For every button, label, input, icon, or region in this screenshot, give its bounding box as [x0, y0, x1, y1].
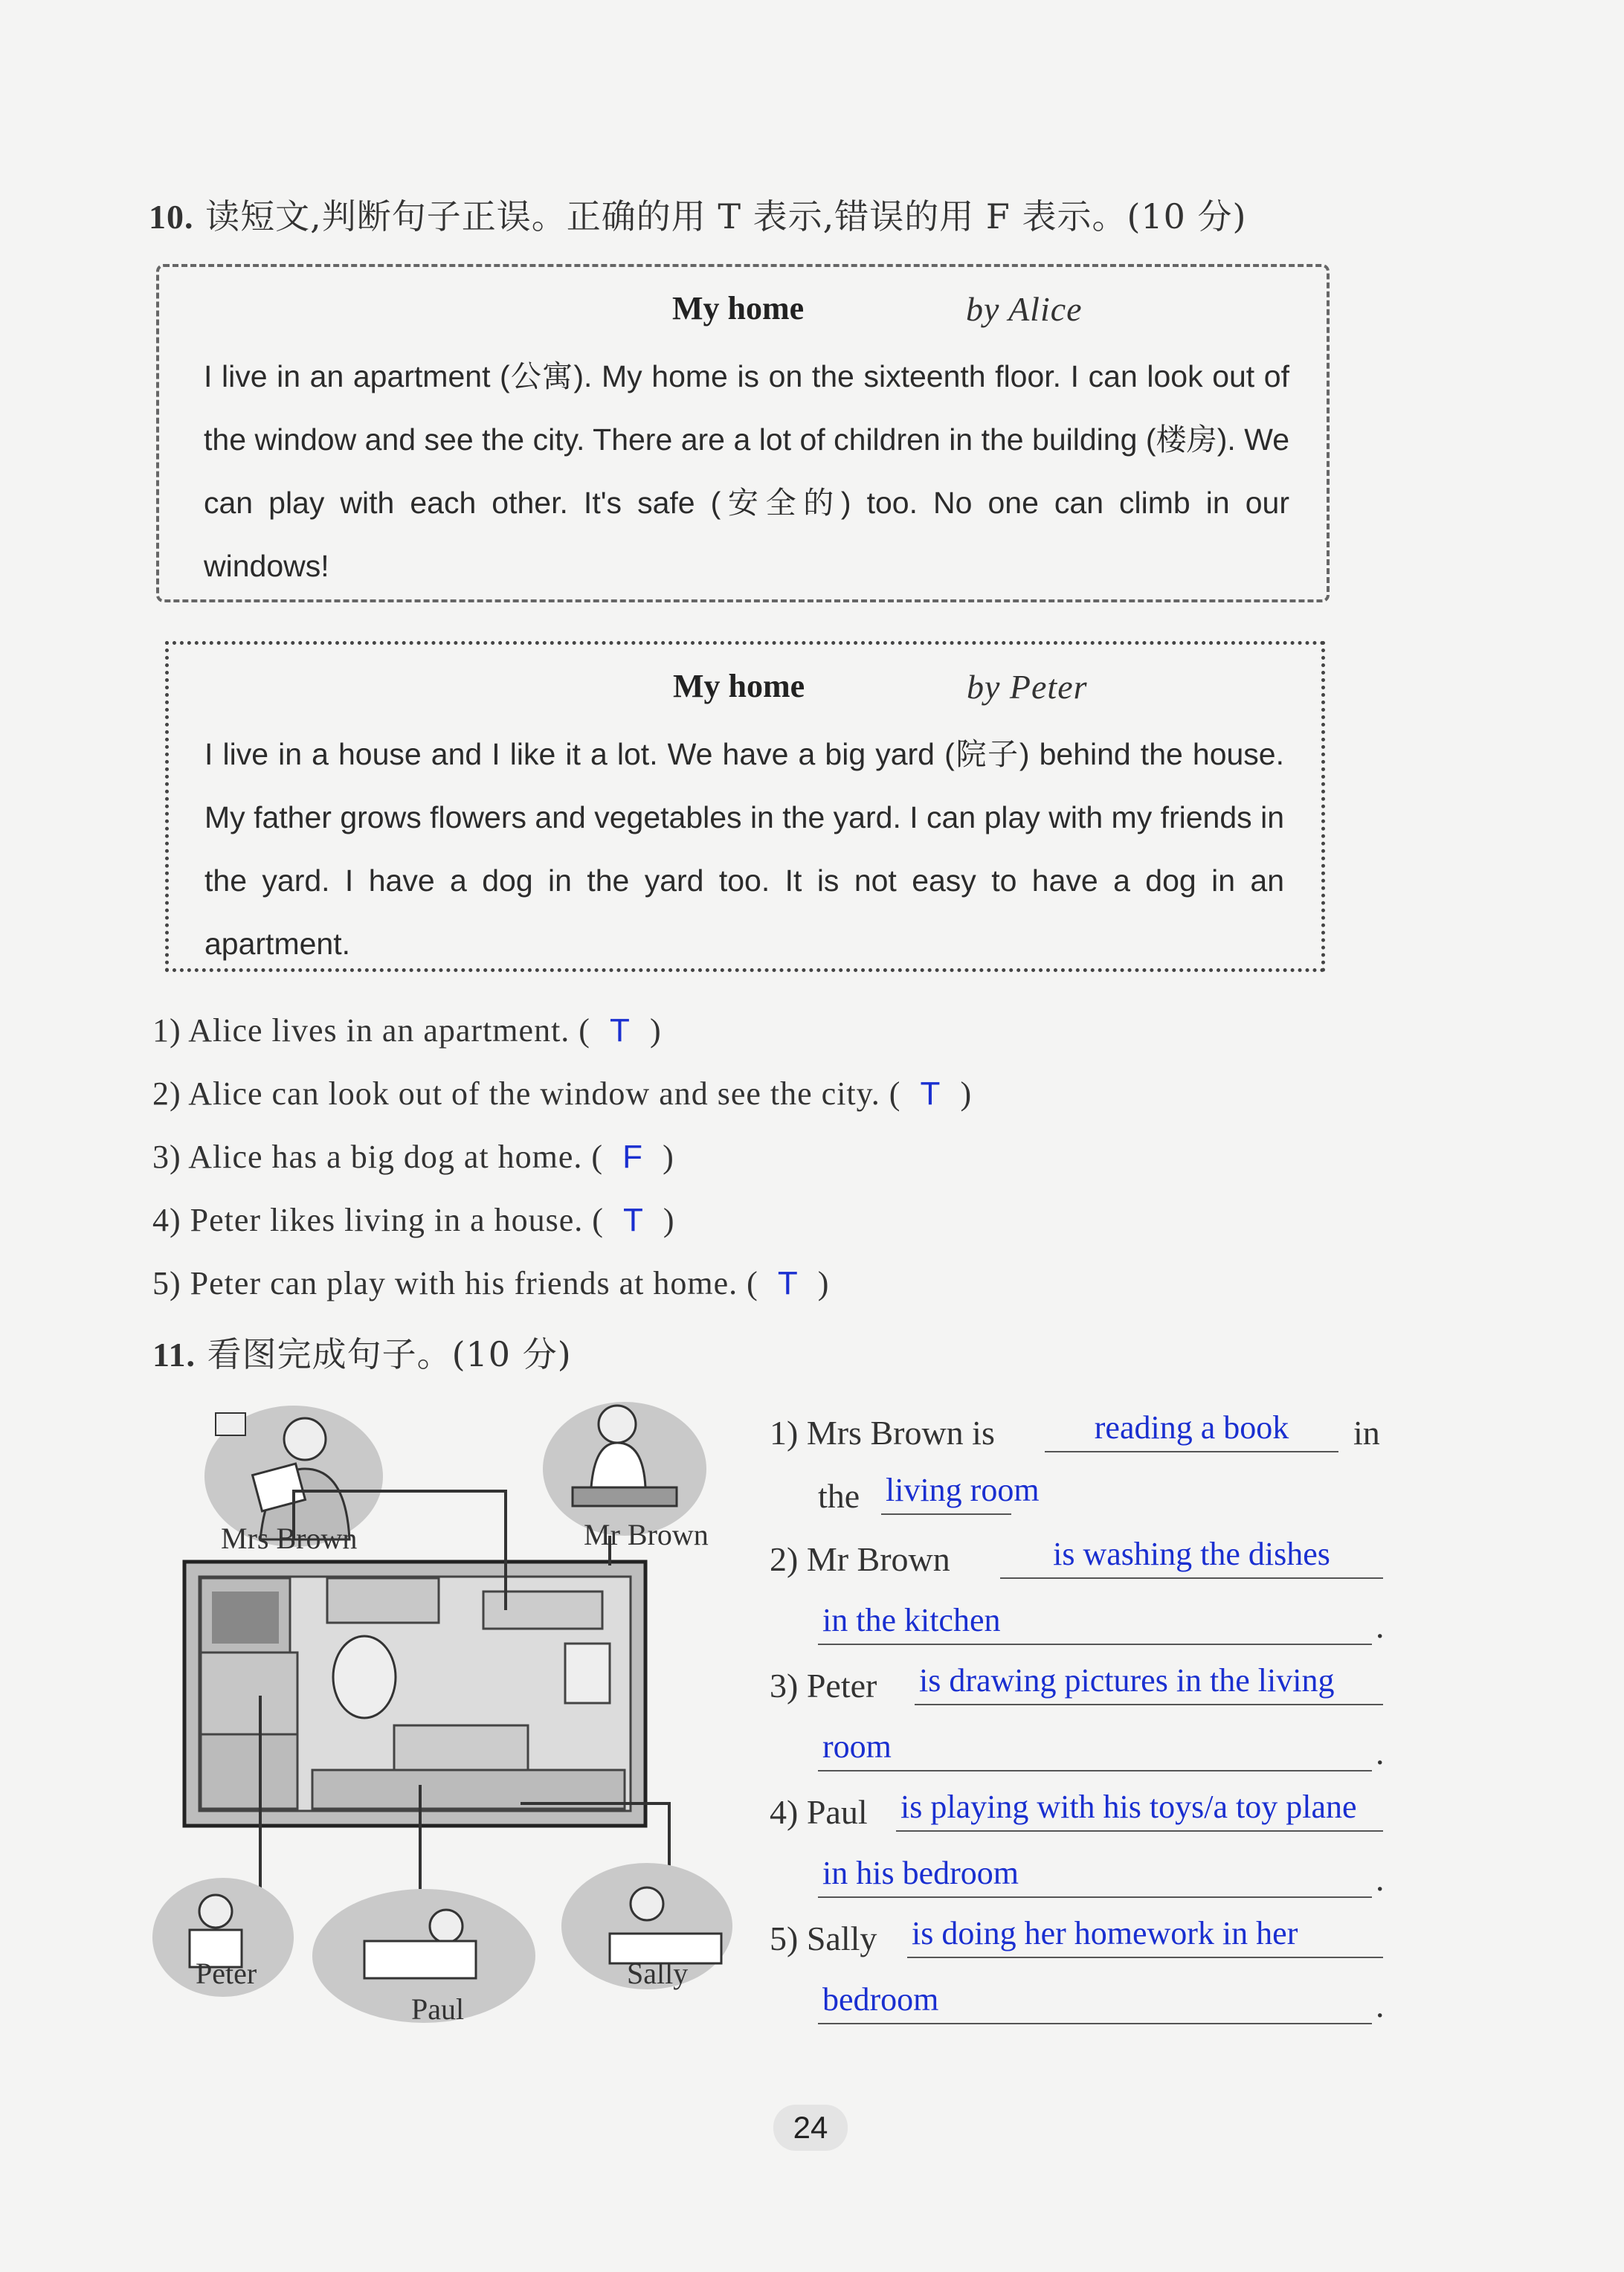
answer-text: is doing her homework in her: [912, 1915, 1298, 1951]
label-mrs-brown: Mrs Brown: [221, 1522, 358, 1555]
item-text: Alice lives in an apartment. (: [188, 1012, 590, 1049]
answer[interactable]: F: [622, 1139, 644, 1175]
answer-text: room: [822, 1728, 892, 1765]
answer[interactable]: T: [777, 1265, 799, 1301]
sentence-text: in: [1353, 1414, 1380, 1452]
answer-blank[interactable]: [818, 1725, 1372, 1771]
answer-blank[interactable]: [881, 1469, 1040, 1515]
answer-text: is drawing pictures in the living: [919, 1662, 1335, 1699]
passage-title: My home: [672, 290, 805, 326]
question-10-heading: 10. 读短文,判断句子正误。正确的用 T 表示,错误的用 F 表示。(10 分): [149, 196, 1247, 236]
answer-blank[interactable]: [1000, 1536, 1383, 1579]
item-number: 3): [152, 1139, 181, 1175]
paren: ): [960, 1075, 973, 1112]
item-text: Alice has a big dog at home. (: [188, 1139, 604, 1175]
item-number: 5): [152, 1265, 181, 1301]
tf-item-4: [152, 1201, 675, 1239]
tf-item-2: [152, 1075, 972, 1113]
answer-blank[interactable]: [818, 1978, 1372, 2024]
question-number: 10: [149, 198, 184, 236]
item-number: 1): [152, 1012, 181, 1049]
label-mr-brown: Mr Brown: [584, 1518, 709, 1551]
period: .: [1376, 1607, 1385, 1645]
sentence-subject: Peter: [806, 1667, 877, 1705]
tf-item-1: [152, 1011, 662, 1049]
answer[interactable]: T: [920, 1075, 941, 1112]
question-11-heading: 11. 看图完成句子。(10 分): [152, 1334, 572, 1374]
item-number: 4): [770, 1793, 799, 1831]
answer-blank[interactable]: [1045, 1409, 1338, 1452]
paren: ): [649, 1012, 662, 1049]
sentence-3-line-1: [770, 1666, 877, 1705]
answer-text: is washing the dishes: [1053, 1536, 1330, 1572]
page-number: 24: [773, 2105, 848, 2151]
label-paul: Paul: [411, 1992, 465, 2026]
passage-byline: by Peter: [967, 668, 1088, 706]
answer-blank[interactable]: [907, 1915, 1383, 1958]
sentence-2-line-1: [770, 1539, 950, 1579]
answer-text: living room: [886, 1472, 1040, 1508]
answer-text: bedroom: [822, 1981, 939, 2018]
passage-byline: by Alice: [966, 290, 1083, 328]
item-number: 3): [770, 1667, 799, 1705]
sentence-subject: Sally: [806, 1919, 877, 1957]
answer-blank[interactable]: [818, 1852, 1372, 1898]
house-floor-plan-illustration: [149, 1398, 744, 2023]
answer-text: is playing with his toys/a toy plane: [900, 1789, 1357, 1825]
item-text: Peter likes living in a house. (: [190, 1202, 604, 1238]
passage-text: I live in an apartment (公寓). My home is on the sixteenth floor. I can look out of the window and see the city. There are a lot of children in the building (楼房). We can play with each other. It's safe (安全的) too. No one can climb in our windows!: [204, 359, 1289, 583]
passage-peter: [165, 641, 1325, 972]
answer[interactable]: T: [610, 1012, 631, 1049]
question-instruction: 看图完成句子。(10 分): [207, 1334, 572, 1374]
paren: ): [663, 1202, 675, 1238]
floor-plan: [184, 1562, 645, 1826]
sentence-4-line-1: [770, 1792, 868, 1832]
sentence-text: the: [818, 1477, 860, 1515]
answer-text: in the kitchen: [822, 1602, 1001, 1638]
answer[interactable]: T: [622, 1202, 644, 1238]
sentence-1-line-1: [770, 1413, 995, 1452]
label-peter: Peter: [196, 1957, 257, 1990]
label-sally: Sally: [627, 1957, 689, 1990]
item-number: 2): [770, 1540, 799, 1578]
sentence-subject: Mr Brown: [806, 1540, 950, 1578]
tf-item-5: [152, 1264, 829, 1302]
period: .: [1376, 1860, 1385, 1898]
item-number: 1): [770, 1414, 799, 1452]
period: .: [1376, 1734, 1385, 1771]
question-number: 11: [152, 1336, 187, 1374]
passage-text: I live in a house and I like it a lot. We have a big yard (院子) behind the house. My father grows flowers and vegetables in the yard. I can play with my friends in the yard. I have a dog in the yard too. It is not easy to have a dog in an apartment.: [204, 737, 1284, 961]
answer-blank[interactable]: [915, 1662, 1383, 1705]
sentence-5-line-1: [770, 1919, 877, 1958]
sentence-subject: Paul: [806, 1793, 868, 1831]
sentence-subject: Mrs Brown is: [806, 1414, 995, 1452]
paren: ): [663, 1139, 674, 1175]
answer-text: in his bedroom: [822, 1855, 1019, 1891]
passage-alice: [156, 264, 1330, 602]
item-number: 4): [152, 1202, 181, 1238]
answer-blank[interactable]: [818, 1599, 1372, 1645]
paren: ): [817, 1265, 830, 1301]
answer-blank[interactable]: [896, 1789, 1383, 1832]
answer-text: reading a book: [1094, 1409, 1289, 1446]
tf-item-3: [152, 1138, 674, 1176]
passage-title: My home: [673, 668, 805, 704]
item-number: 5): [770, 1919, 799, 1957]
question-instruction: 读短文,判断句子正误。正确的用 T 表示,错误的用 F 表示。(10 分): [205, 196, 1247, 236]
mr-brown-illustration: [543, 1402, 706, 1536]
item-text: Alice can look out of the window and see the city. (: [188, 1075, 901, 1112]
period: .: [1376, 1986, 1385, 2024]
item-text: Peter can play with his friends at home. (: [190, 1265, 758, 1301]
item-number: 2): [152, 1075, 181, 1112]
